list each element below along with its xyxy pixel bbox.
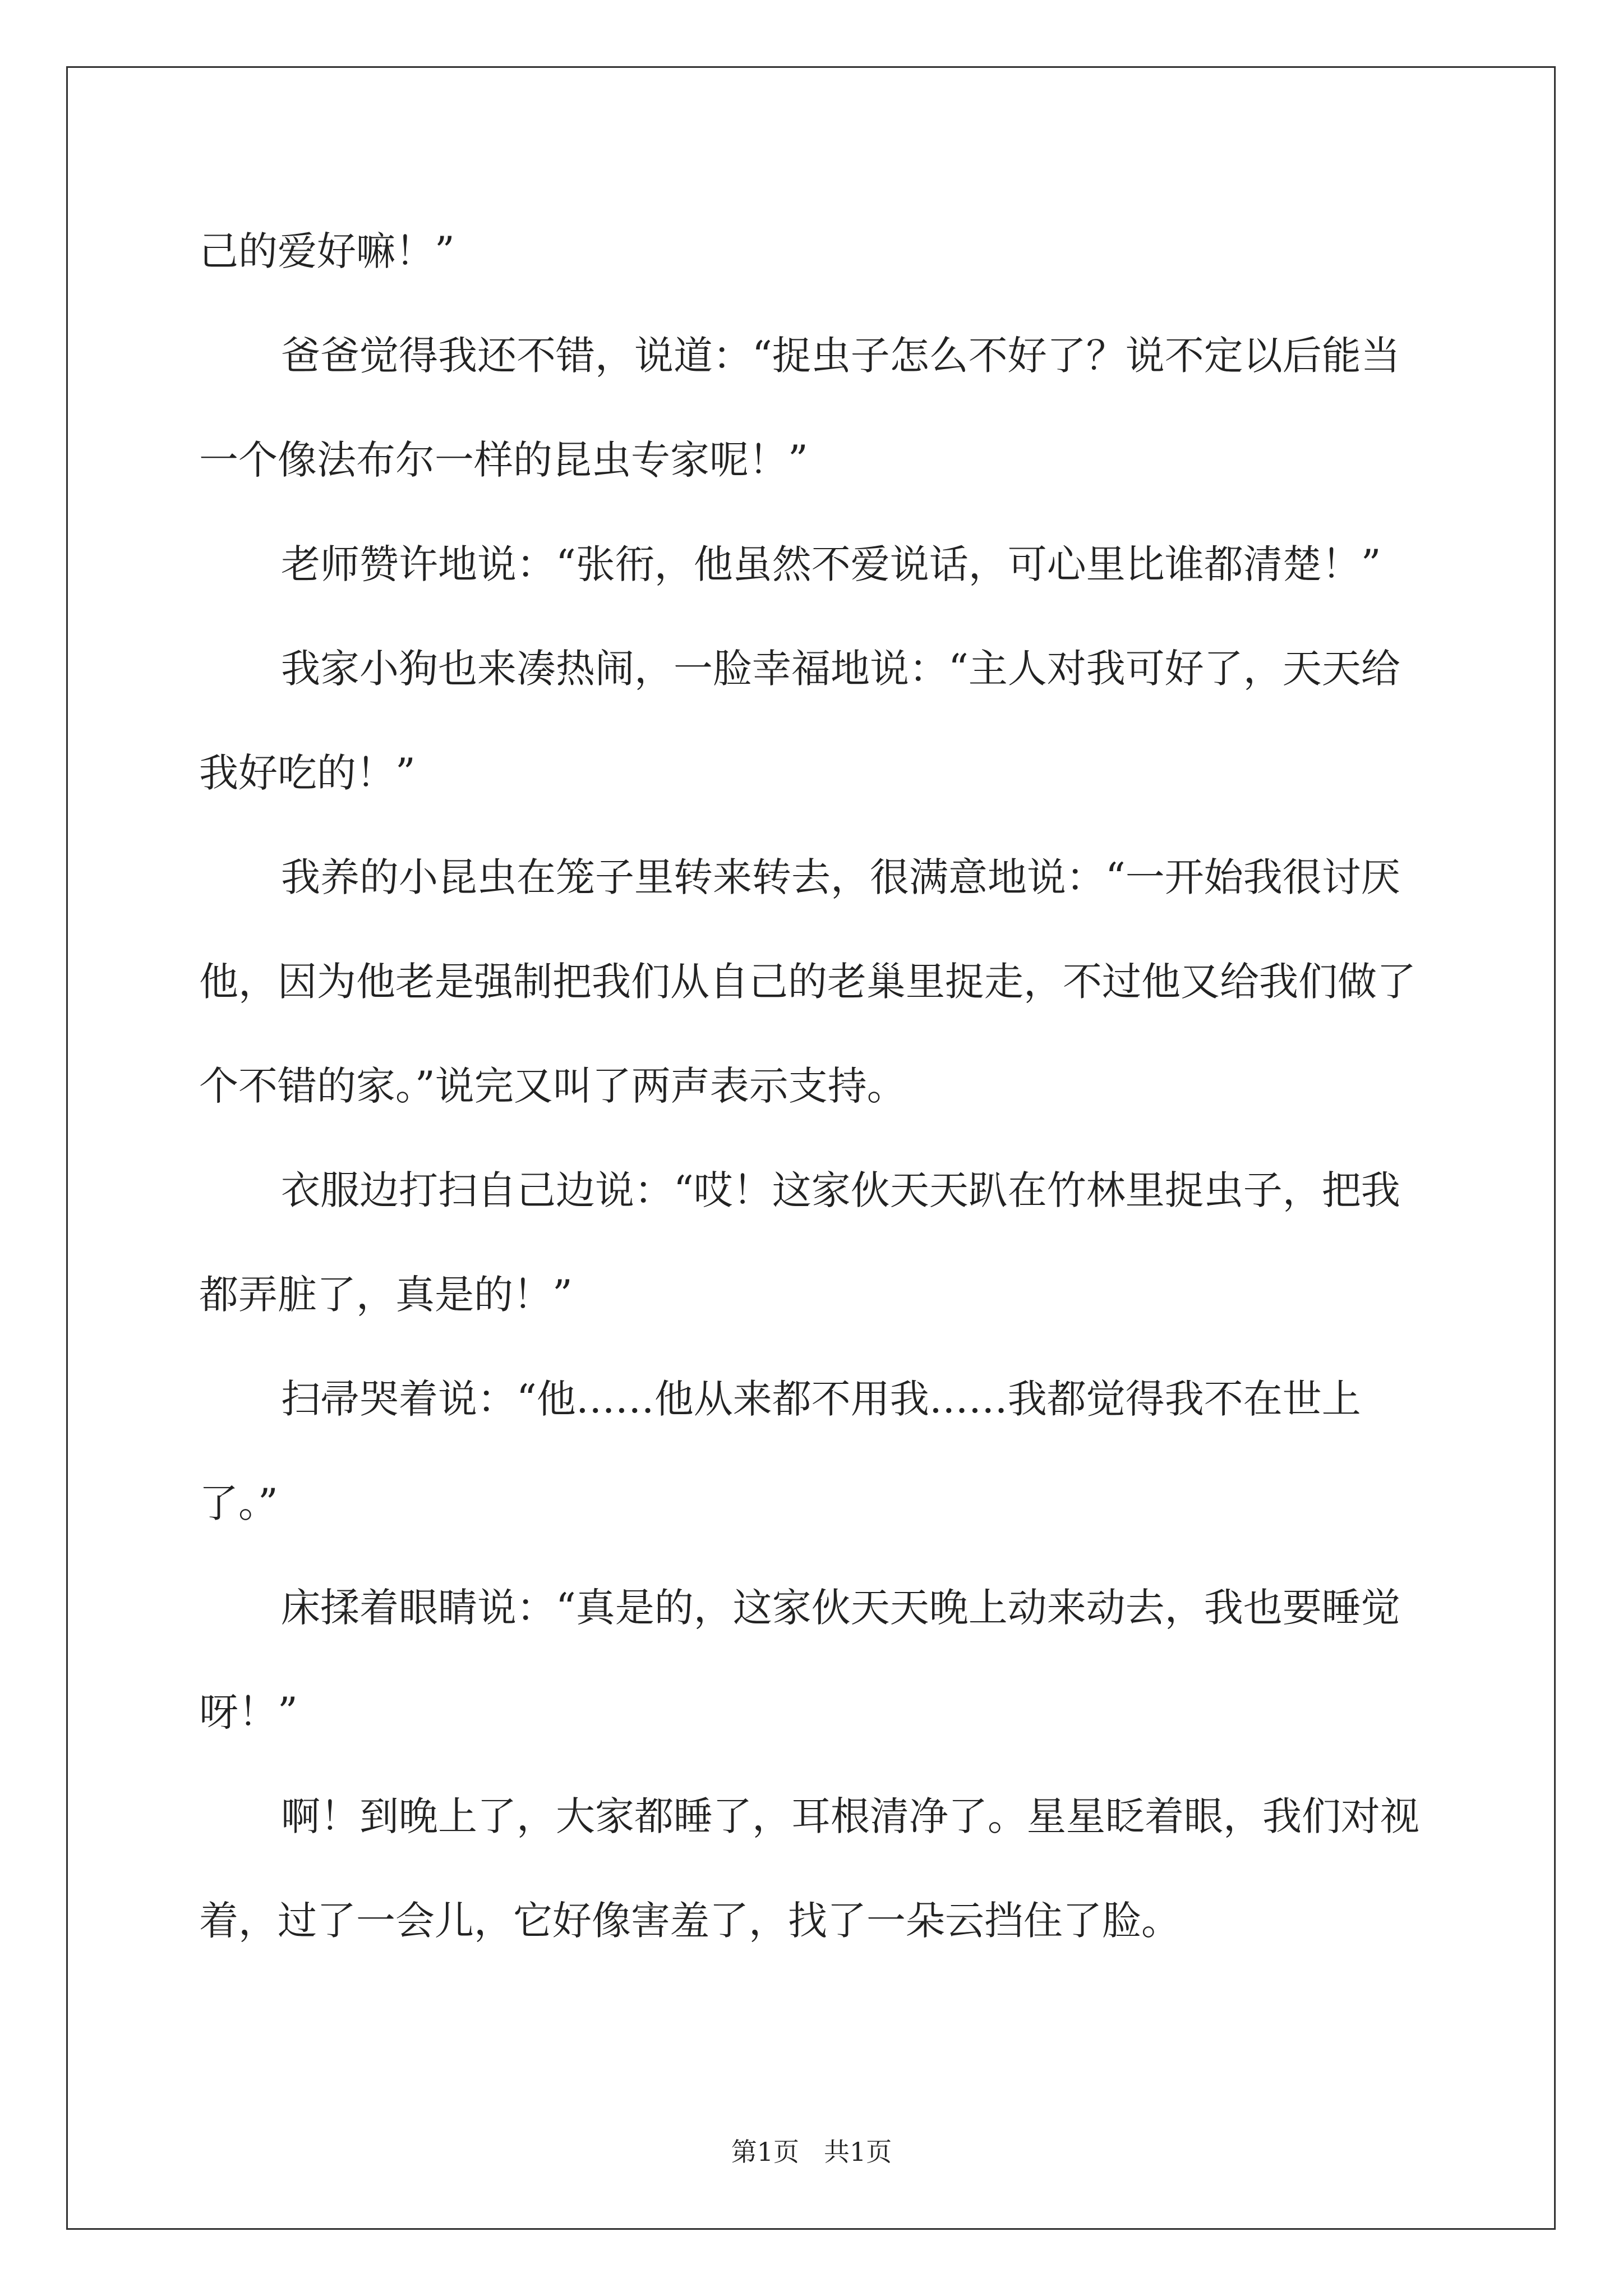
paragraph: 啊！到晚上了，大家都睡了，耳根清净了。星星眨着眼，我们对视着，过了一会儿，它好像害羞了，找了一朵云挡住了脸。	[199, 1793, 1419, 1944]
paragraph: 己的爱好嘛！”	[199, 228, 455, 274]
paragraph: 老师赞许地说：“张衎，他虽然不爱说话，可心里比谁都清楚！”	[281, 541, 1381, 587]
paragraph: 我养的小昆虫在笼子里转来转去，很满意地说：“一开始我很讨厌他，因为他老是强制把我们从自己的老巢里捉走，不过他又给我们做了个不错的家。”说完又叫了两声表示支持。	[199, 854, 1416, 1109]
paragraph: 爸爸觉得我还不错，说道：“捉虫子怎么不好了？说不定以后能当一个像法布尔一样的昆虫专家呢！”	[199, 333, 1400, 483]
page-footer	[0, 2132, 1623, 2169]
document-body	[199, 199, 1438, 1973]
page-number: 第1页	[731, 2137, 800, 2167]
page-total: 共1页	[823, 2137, 892, 2167]
paragraph: 床揉着眼睛说：“真是的，这家伙天天晚上动来动去，我也要睡觉呀！”	[199, 1585, 1400, 1735]
paragraph: 扫帚哭着说：“他……他从来都不用我……我都觉得我不在世上了。”	[199, 1376, 1361, 1526]
paragraph: 我家小狗也来凑热闹，一脸幸福地说：“主人对我可好了，天天给我好吃的！”	[199, 646, 1400, 796]
paragraph: 衣服边打扫自己边说：“哎！这家伙天天趴在竹林里捉虫子，把我都弄脏了，真是的！”	[199, 1167, 1400, 1318]
